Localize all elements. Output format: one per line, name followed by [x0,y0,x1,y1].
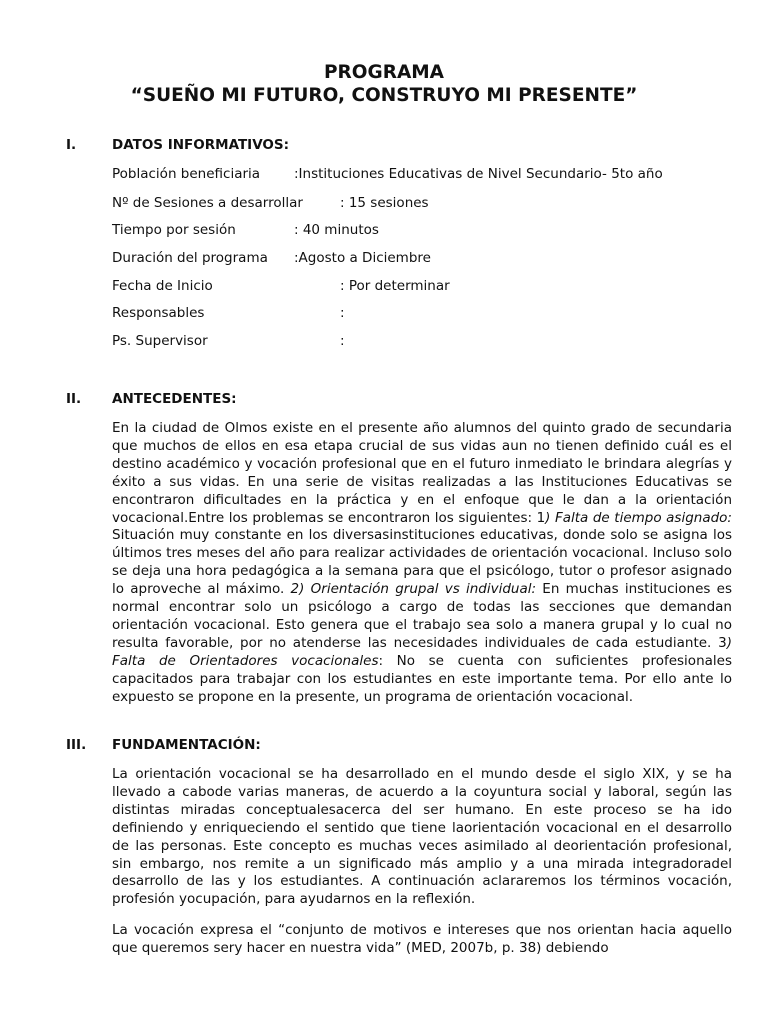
datos-label: Responsables [112,305,205,321]
datos-label: Duración del programa [112,250,268,266]
text-run: : No se cuenta con suficientes profesionales capacitados para trabajar con los estudiantes en este importante tema. Por ello ante lo expuesto se propone en la presente, un programa de orientación vocacional. [112,652,732,705]
fundamentacion-paragraph-2: La vocación expresa el “conjunto de motivos e intereses que nos orientan hacia aquello que queremos sery hacer en nuestra vida” (MED, 2007b, p. 38) debiendo [112,922,732,956]
datos-label: Ps. Supervisor [112,333,208,349]
document-title: PROGRAMA [323,62,444,83]
datos-value: : Por determinar [340,278,450,294]
fundamentacion-paragraph-1: La orientación vocacional se ha desarrollado en el mundo desde el siglo XIX, y se ha llevado a cabode varias maneras, de acuerdo a la coyuntura social y laboral, según las distintas miradas conceptualesacerca del ser humano. En este proceso se ha ido definiendo y enriqueciendo el sentido que tiene laorientación vocacional en el desarrollo de las personas. Este concepto es muchas veces asimilado al deorientación profesional, sin embargo, nos remite a un significado más amplio y a una mirada integradoradel desarrollo de las y los estudiantes. A continuación aclararemos los términos vocación, profesión yocupación, para ayudarnos en la reflexión. [112,766,732,908]
datos-value: : [340,305,345,321]
text-run: En muchas instituciones es normal encontrar solo un psicólogo a cargo de todas las secciones que demandan orientación vocacional. Esto genera que el trabajo sea solo a manera grupal y lo cual no resulta favorable, por no atenderse las necesidades individuales de cada estudiante. 3 [112,581,732,651]
datos-value: : 15 sesiones [340,195,429,211]
datos-label: Nº de Sesiones a desarrollar [112,195,303,211]
section-number-antecedentes: II. [66,391,82,407]
section-title-datos: DATOS INFORMATIVOS: [112,137,290,153]
datos-value: : [340,333,345,349]
datos-value: : 40 minutos [294,222,379,238]
datos-value: :Agosto a Diciembre [294,250,431,266]
datos-label: Población beneficiaria [112,166,261,182]
program-name: “SUEÑO MI FUTURO, CONSTRUYO MI PRESENTE” [130,85,638,106]
section-title-antecedentes: ANTECEDENTES: [112,391,237,407]
italic-run: 2) Orientación grupal vs individual: [290,581,537,598]
datos-label: Fecha de Inicio [112,278,213,294]
datos-label: Tiempo por sesión [112,222,236,238]
section-number-datos: I. [66,137,77,153]
datos-value: :Instituciones Educativas de Nivel Secundario- 5to año [294,166,663,182]
text-run: En la ciudad de Olmos existe en el presente año alumnos del quinto grado de secundaria que muchos de ellos en esa etapa crucial de sus vidas aun no tienen definido cuál es el destino académico y vocación profesional que en el futuro inmediato le brindara alegrías y éxito a sus vidas. En una serie de visitas realizadas a las Instituciones Educativas se encontraron dificultades en la práctica y en el enfoque que le dan a la orientación vocacional.Entre los problemas se encontraron los siguientes: 1 [112,420,732,526]
italic-run: ) Falta de Orientadores vocacionales [112,634,732,669]
text-run: Situación muy constante en los diversasinstituciones educativas, donde solo se asigna los últimos tres meses del año para realizar actividades de orientación vocacional. Incluso solo se deja una hora pedagógica a la semana para que el psicólogo, tutor o profesor asignado lo aproveche al máximo. [112,527,732,598]
antecedentes-paragraph [112,420,732,707]
italic-run: ) Falta de tiempo asignado: [545,509,732,526]
section-number-fundamentacion: III. [66,737,87,753]
section-title-fundamentacion: FUNDAMENTACIÓN: [112,737,261,753]
